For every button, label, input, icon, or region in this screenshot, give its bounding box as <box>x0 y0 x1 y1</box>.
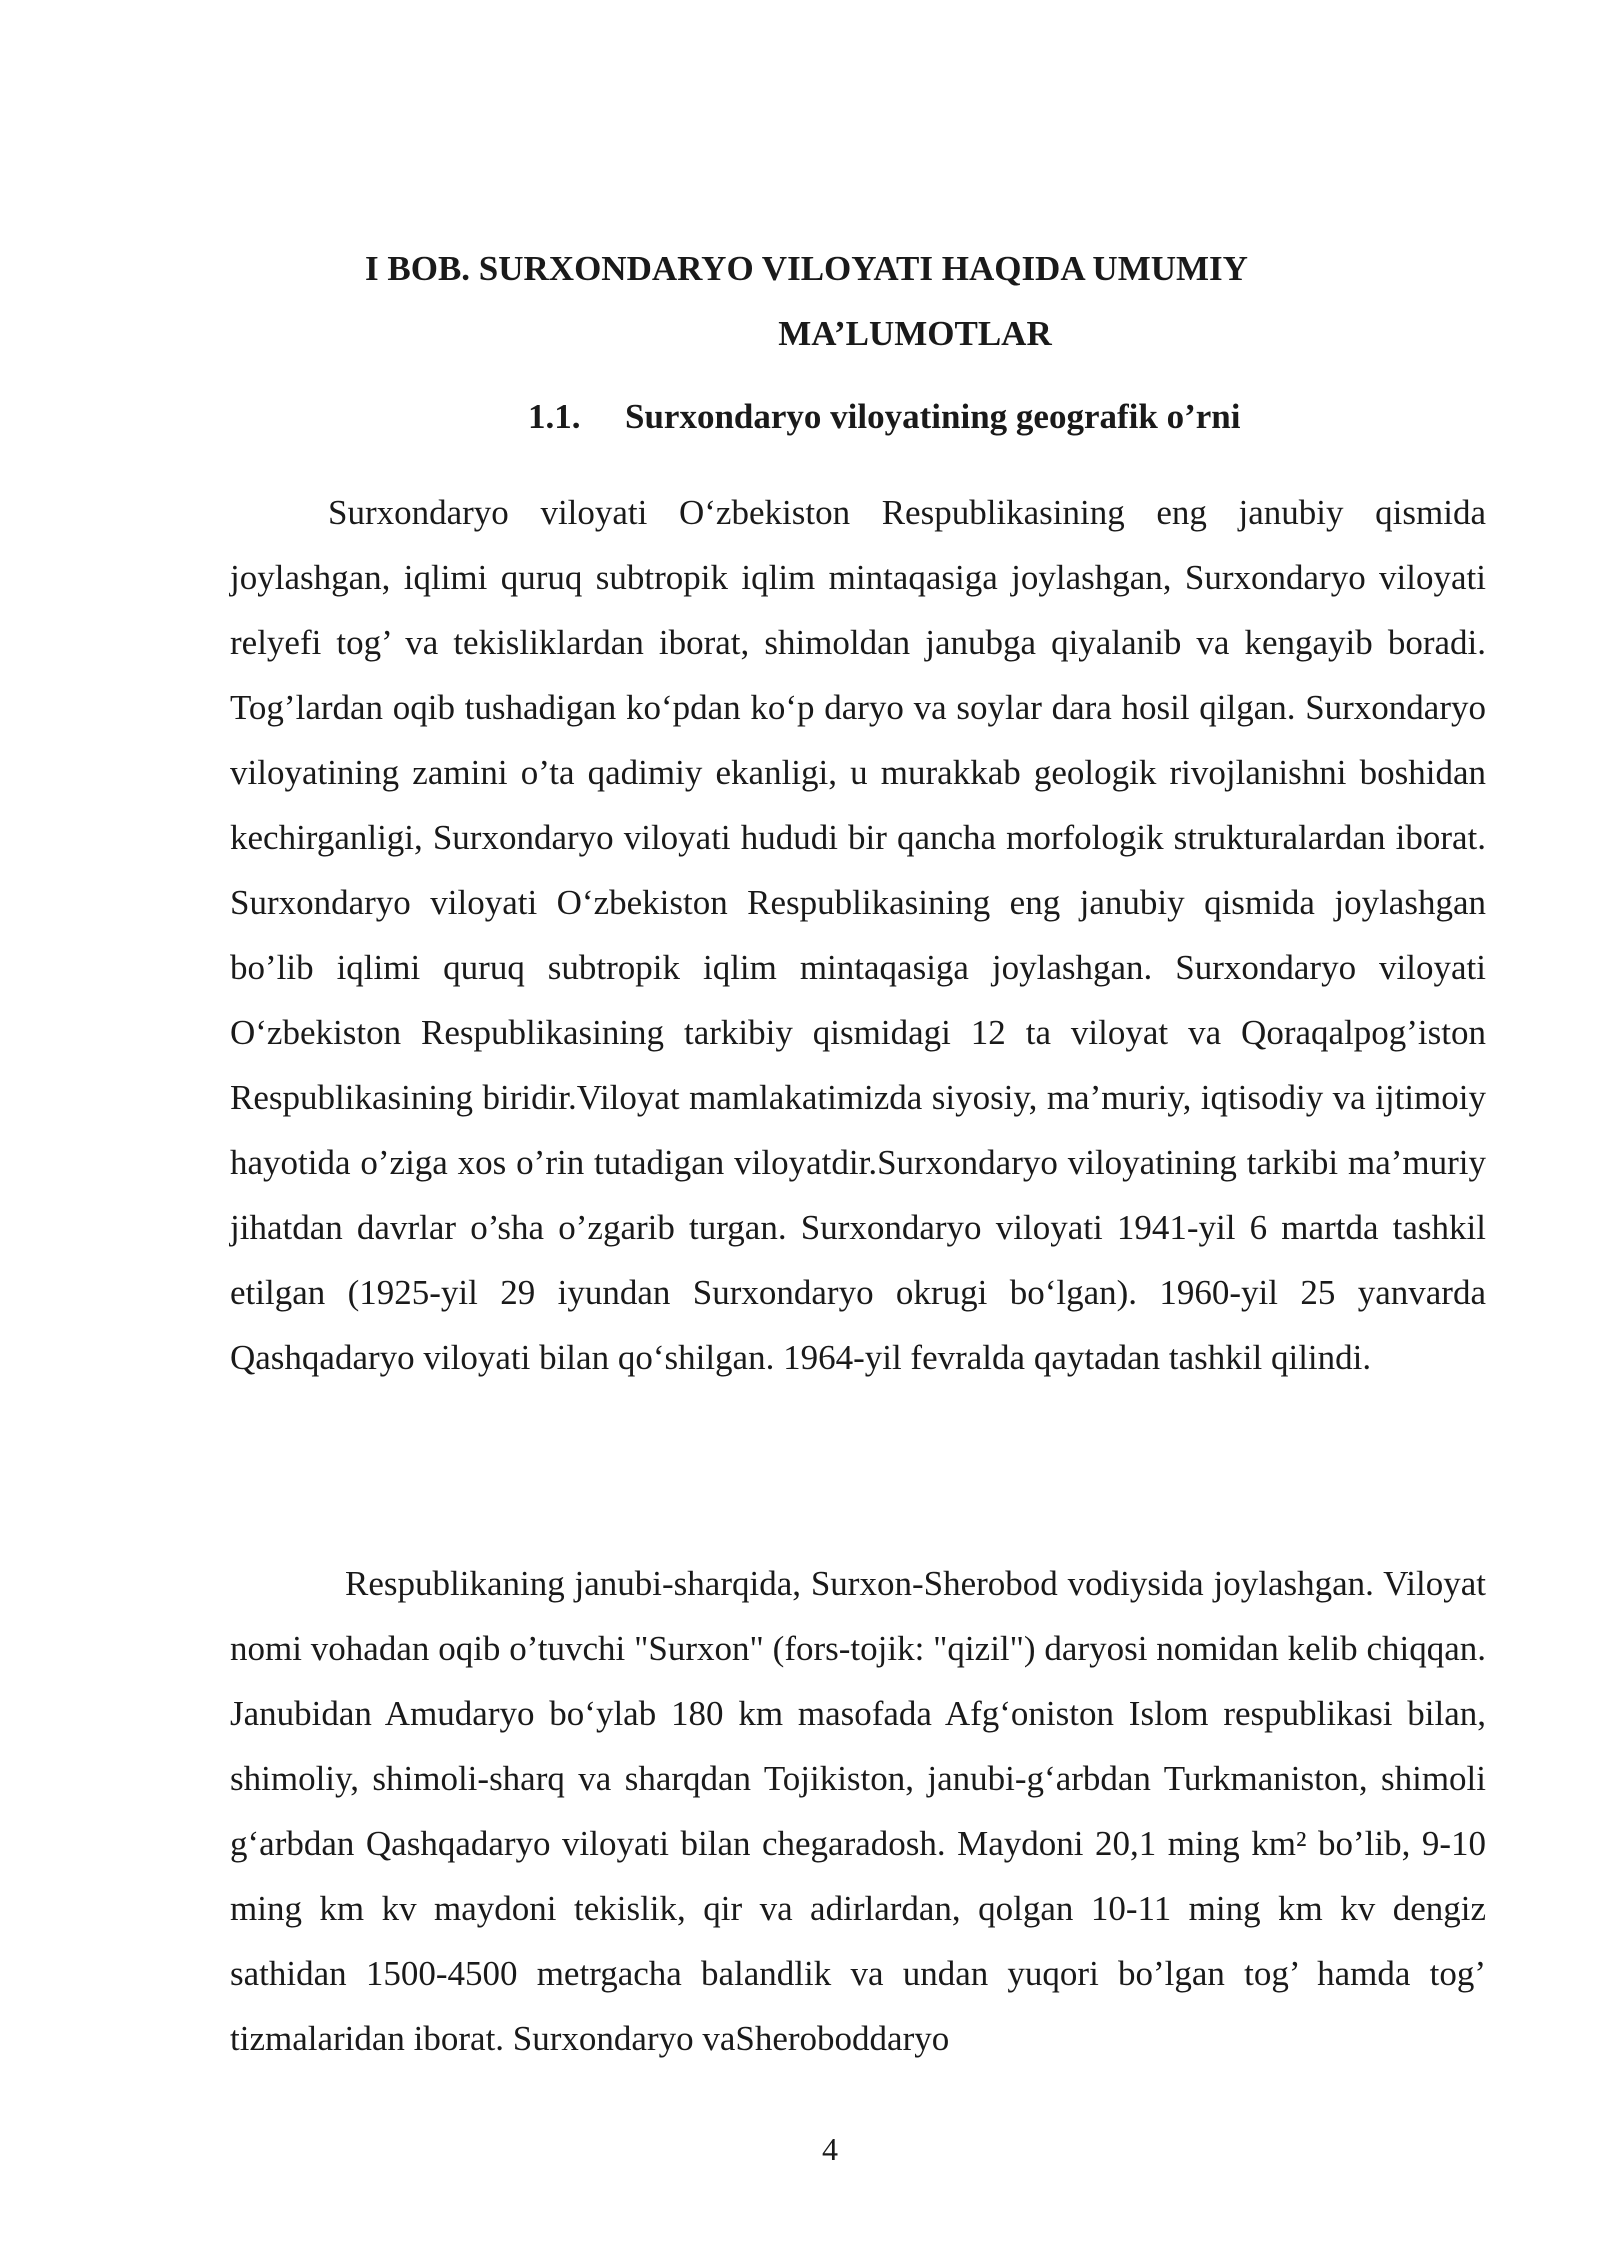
page-number: 4 <box>822 2131 838 2167</box>
section-heading-text: Surxondaryo viloyatining geografik o’rni <box>625 397 1241 436</box>
chapter-title-line-2: MA’LUMOTLAR <box>778 314 1052 353</box>
chapter-title-line-1: I BOB. SURXONDARYO VILOYATI HAQIDA UMUMIY <box>365 249 1248 288</box>
chapter-title <box>0 236 1600 366</box>
body-paragraph-2: Respublikaning janubi-sharqida, Surxon-Sherobod vodiysida joylashgan. Viloyat nomi vohadan oqib o’tuvchi "Surxon" (fors-tojik: "qizil") daryosi nomidan kelib chiqqan. Janubidan Amudaryo bo‘ylab 180 km masofada Afg‘oniston Islom respublikasi bilan, shimoliy, shimoli-sharq va sharqdan Tojikiston, janubi-g‘arbdan Turkmaniston, shimoli g‘arbdan Qashqadaryo viloyati bilan chegaradosh. Maydoni 20,1 ming km² bo’lib, 9-10 ming km kv maydoni tekislik, qir va adirlardan, qolgan 10-11 ming km kv dengiz sathidan 1500-4500 metrgacha balandlik va undan yuqori bo’lgan tog’ hamda tog’ tizmalaridan iborat. Surxondaryo vaSheroboddaryo <box>230 1564 1486 2058</box>
body-paragraph-1: Surxondaryo viloyati O‘zbekiston Respublikasining eng janubiy qismida joylashgan, iqlimi quruq subtropik iqlim mintaqasiga joylashgan, Surxondaryo viloyati relyefi tog’ va tekisliklardan iborat, shimoldan janubga qiyalanib va kengayib boradi. Tog’lardan oqib tushadigan ko‘pdan ko‘p daryo va soylar dara hosil qilgan. Surxondaryo viloyatining zamini o’ta qadimiy ekanligi, u murakkab geologik rivojlanishni boshidan kechirganligi, Surxondaryo viloyati hududi bir qancha morfologik strukturalardan iborat. Surxondaryo viloyati O‘zbekiston Respublikasining eng janubiy qismida joylashgan bo’lib iqlimi quruq subtropik iqlim mintaqasiga joylashgan. Surxondaryo viloyati O‘zbekiston Respublikasining tarkibiy qismidagi 12 ta viloyat va Qoraqalpog’iston Respublikasining biridir.Viloyat mamlakatimizda siyosiy, ma’muriy, iqtisodiy va ijtimoiy hayotida o’ziga xos o’rin tutadigan viloyatdir.Surxondaryo viloyatining tarkibi ma’muriy jihatdan davrlar o’sha o’zgarib turgan. Surxondaryo viloyati 1941-yil 6 martda tashkil etilgan (1925-yil 29 iyundan Surxondaryo okrugi bo‘lgan). 1960-yil 25 yanvarda Qashqadaryo viloyati bilan qo‘shilgan. 1964-yil fevralda qaytadan tashkil qilindi. <box>230 493 1486 1377</box>
section-number: 1.1. <box>528 397 581 436</box>
section-title <box>528 384 1240 449</box>
